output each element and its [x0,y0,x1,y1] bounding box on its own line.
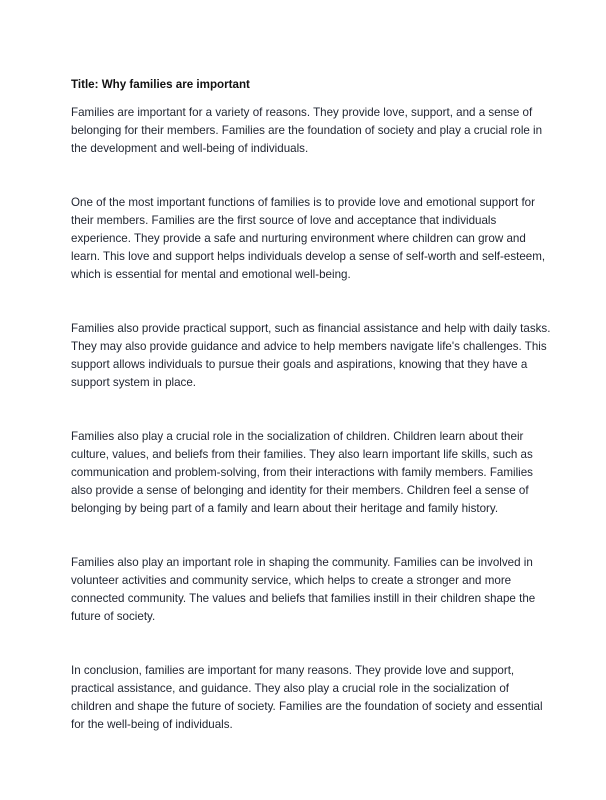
document-title: Title: Why families are important [71,78,250,91]
paragraph-practical-support: Families also provide practical support, such as financial assistance and help with daily tasks. They may also provide guidance and advice to help members navigate life's challenges. This support allows individuals to pursue their goals and aspirations, knowing that they have a support system in place. [71,322,551,389]
paragraph-emotional-support: One of the most important functions of families is to provide love and emotional support for their members. Families are the first source of love and acceptance that individuals experience. They provide a safe and nurturing environment where children can grow and learn. This love and support helps individuals develop a sense of self-worth and self-esteem, which is essential for mental and emotional well-being. [71,196,546,281]
document-body [71,76,551,734]
paragraph-conclusion: In conclusion, families are important for many reasons. They provide love and support, practical assistance, and guidance. They also play a crucial role in the socialization of children and shape the future of society. Families are the foundation of society and essential for the well-being of individuals. [71,664,543,731]
paragraph-socialization: Families also play a crucial role in the socialization of children. Children learn about their culture, values, and beliefs from their families. They also learn important life skills, such as communication and problem-solving, from their interactions with family members. Families also provide a sense of belonging and identity for their members. Children feel a sense of belonging by being part of a family and learn about their heritage and family history. [71,430,533,515]
paragraph-intro: Families are important for a variety of reasons. They provide love, support, and a sense of belonging for their members. Families are the foundation of society and play a crucial role in the development and well-being of individuals. [71,106,543,155]
paragraph-community: Families also play an important role in shaping the community. Families can be involved in volunteer activities and community service, which helps to create a stronger and more connected community. The values and beliefs that families instill in their children shape the future of society. [71,556,536,623]
